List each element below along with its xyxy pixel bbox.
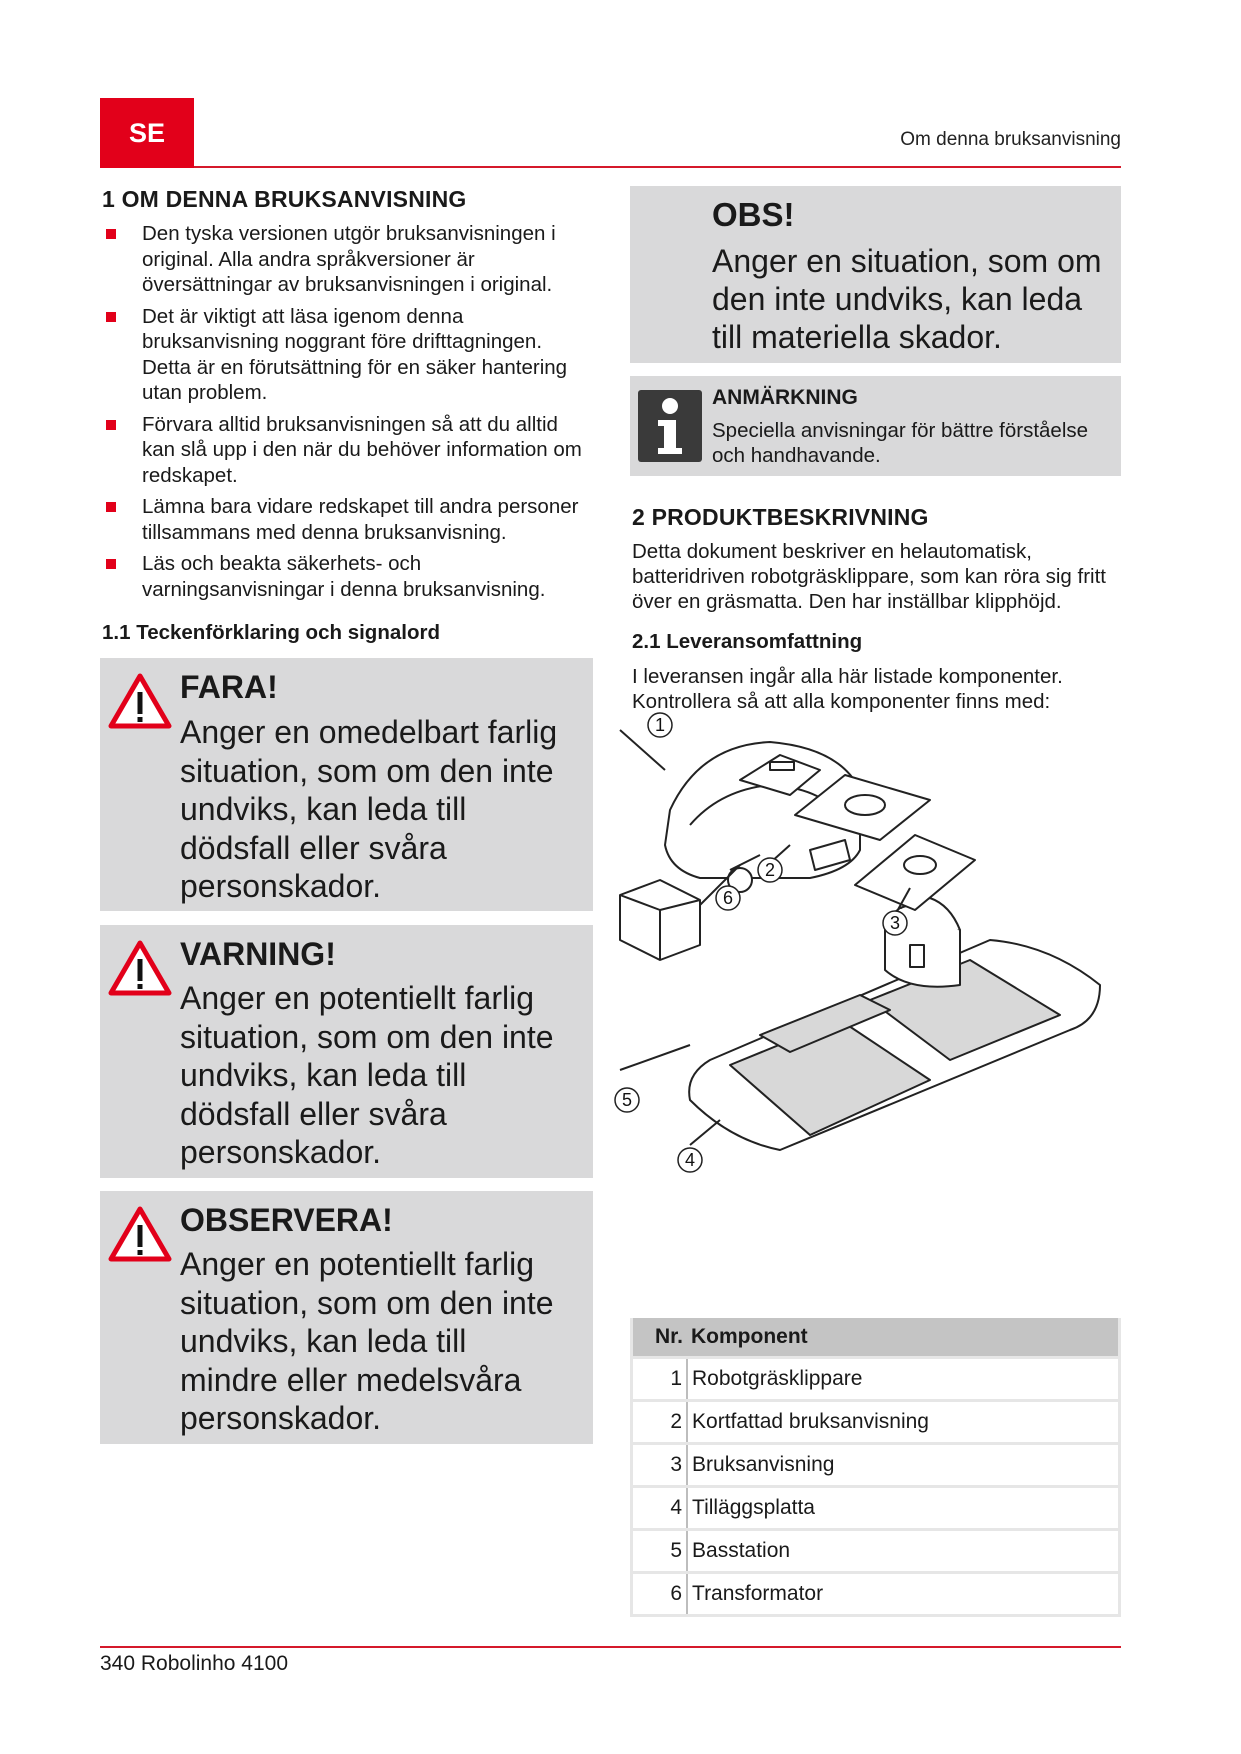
notice-text: Anger en situation, som om den inte undviks, kan leda till materiella skador.: [712, 243, 1102, 355]
transformer-drawing: [620, 865, 740, 960]
row-nr: 1: [632, 1358, 688, 1401]
row-nr: 6: [632, 1573, 688, 1616]
list-item: Läs och beakta säkerhets- och varningsanvisningar i denna bruksanvisning.: [102, 551, 594, 602]
language-tab: SE: [100, 98, 194, 168]
caution-title: OBSERVERA!: [180, 1202, 393, 1238]
list-item: Den tyska versionen utgör bruksanvisningen i original. Alla andra språkversioner är översättningar av bruksanvisningen i original.: [102, 221, 594, 298]
note-title: ANMÄRKNING: [712, 386, 858, 409]
section-2-1-heading: 2.1 Leveransomfattning: [632, 630, 863, 653]
notice-title: OBS!: [712, 196, 795, 233]
row-component: Kortfattad bruksanvisning: [687, 1401, 1119, 1444]
info-icon: [638, 390, 702, 462]
row-component: Tilläggsplatta: [687, 1487, 1119, 1530]
header-rule: [194, 166, 1121, 168]
danger-box: [100, 658, 593, 911]
callout-3: 3: [889, 913, 901, 933]
warning-triangle-icon: [108, 672, 172, 730]
table-row: [632, 1487, 1120, 1530]
warning-title: VARNING!: [180, 936, 336, 972]
section-2-heading: 2 PRODUKTBESKRIVNING: [632, 504, 929, 530]
list-item: Lämna bara vidare redskapet till andra personer tillsammans med denna bruksanvisning.: [102, 494, 594, 545]
section-2-text: Detta dokument beskriver en helautomatisk, batteridriven robotgräsklippare, som kan röra sig fritt över en gräsmatta. Den har inställbar klipphöjd.: [632, 540, 1106, 613]
list-item: Förvara alltid bruksanvisningen så att du alltid kan slå upp i den när du behöver information om redskapet.: [102, 412, 594, 489]
components-table: [630, 1318, 1121, 1617]
callout-5: 5: [621, 1090, 633, 1110]
footer-rule: [100, 1646, 1121, 1648]
callout-6: 6: [722, 888, 734, 908]
row-nr: 5: [632, 1530, 688, 1573]
warning-triangle-icon: [108, 1205, 172, 1263]
table-row: [632, 1401, 1120, 1444]
bullet-list: [102, 221, 594, 602]
row-nr: 4: [632, 1487, 688, 1530]
list-item: Det är viktigt att läsa igenom denna bruksanvisning noggrant före drifttagningen. Detta är en förutsättning för en säker hantering utan problem.: [102, 304, 594, 406]
note-text: Speciella anvisningar för bättre förståelse och handhavande.: [712, 419, 1089, 467]
row-component: Robotgräsklippare: [687, 1358, 1119, 1401]
table-row: [632, 1573, 1120, 1616]
danger-text: Anger en omedelbart farlig situation, som om den inte undviks, kan leda till dödsfall eller svåra personskador.: [180, 714, 558, 904]
section-1-1-heading: 1.1 Teckenförklaring och signalord: [102, 621, 440, 644]
section-2-1-text: I leveransen ingår alla här listade komponenter. Kontrollera så att alla komponenter finns med:: [632, 665, 1063, 713]
column-header-nr: Nr.: [632, 1318, 688, 1358]
delivery-contents-figure: [621, 715, 1121, 1280]
warning-text: Anger en potentiellt farlig situation, som om den inte undviks, kan leda till dödsfall eller svåra personskador.: [180, 980, 554, 1170]
caution-box: [100, 1191, 593, 1444]
table-row: [632, 1530, 1120, 1573]
warning-triangle-icon: [108, 939, 172, 997]
table-row: [632, 1444, 1120, 1487]
table-row: [632, 1358, 1120, 1401]
danger-title: FARA!: [180, 669, 278, 705]
warning-box: [100, 925, 593, 1178]
row-component: Bruksanvisning: [687, 1444, 1119, 1487]
caution-text: Anger en potentiellt farlig situation, som om den inte undviks, kan leda till mindre eller medelsvåra personskador.: [180, 1246, 554, 1436]
callout-2: 2: [764, 860, 776, 880]
section-2: [632, 504, 1122, 714]
row-nr: 3: [632, 1444, 688, 1487]
row-nr: 2: [632, 1401, 688, 1444]
callout-4: 4: [684, 1150, 696, 1170]
row-component: Transformator: [687, 1573, 1119, 1616]
section-1-heading: 1 OM DENNA BRUKSANVISNING: [102, 186, 467, 212]
notice-box: [630, 186, 1121, 363]
callout-1: 1: [654, 715, 666, 735]
table-header-row: [632, 1318, 1120, 1358]
row-component: Basstation: [687, 1530, 1119, 1573]
column-header-component: Komponent: [687, 1318, 1119, 1358]
section-1: [102, 186, 594, 608]
page-footer: 340 Robolinho 4100: [100, 1652, 288, 1675]
note-box: [630, 376, 1121, 476]
running-header-title: Om denna bruksanvisning: [900, 129, 1121, 150]
